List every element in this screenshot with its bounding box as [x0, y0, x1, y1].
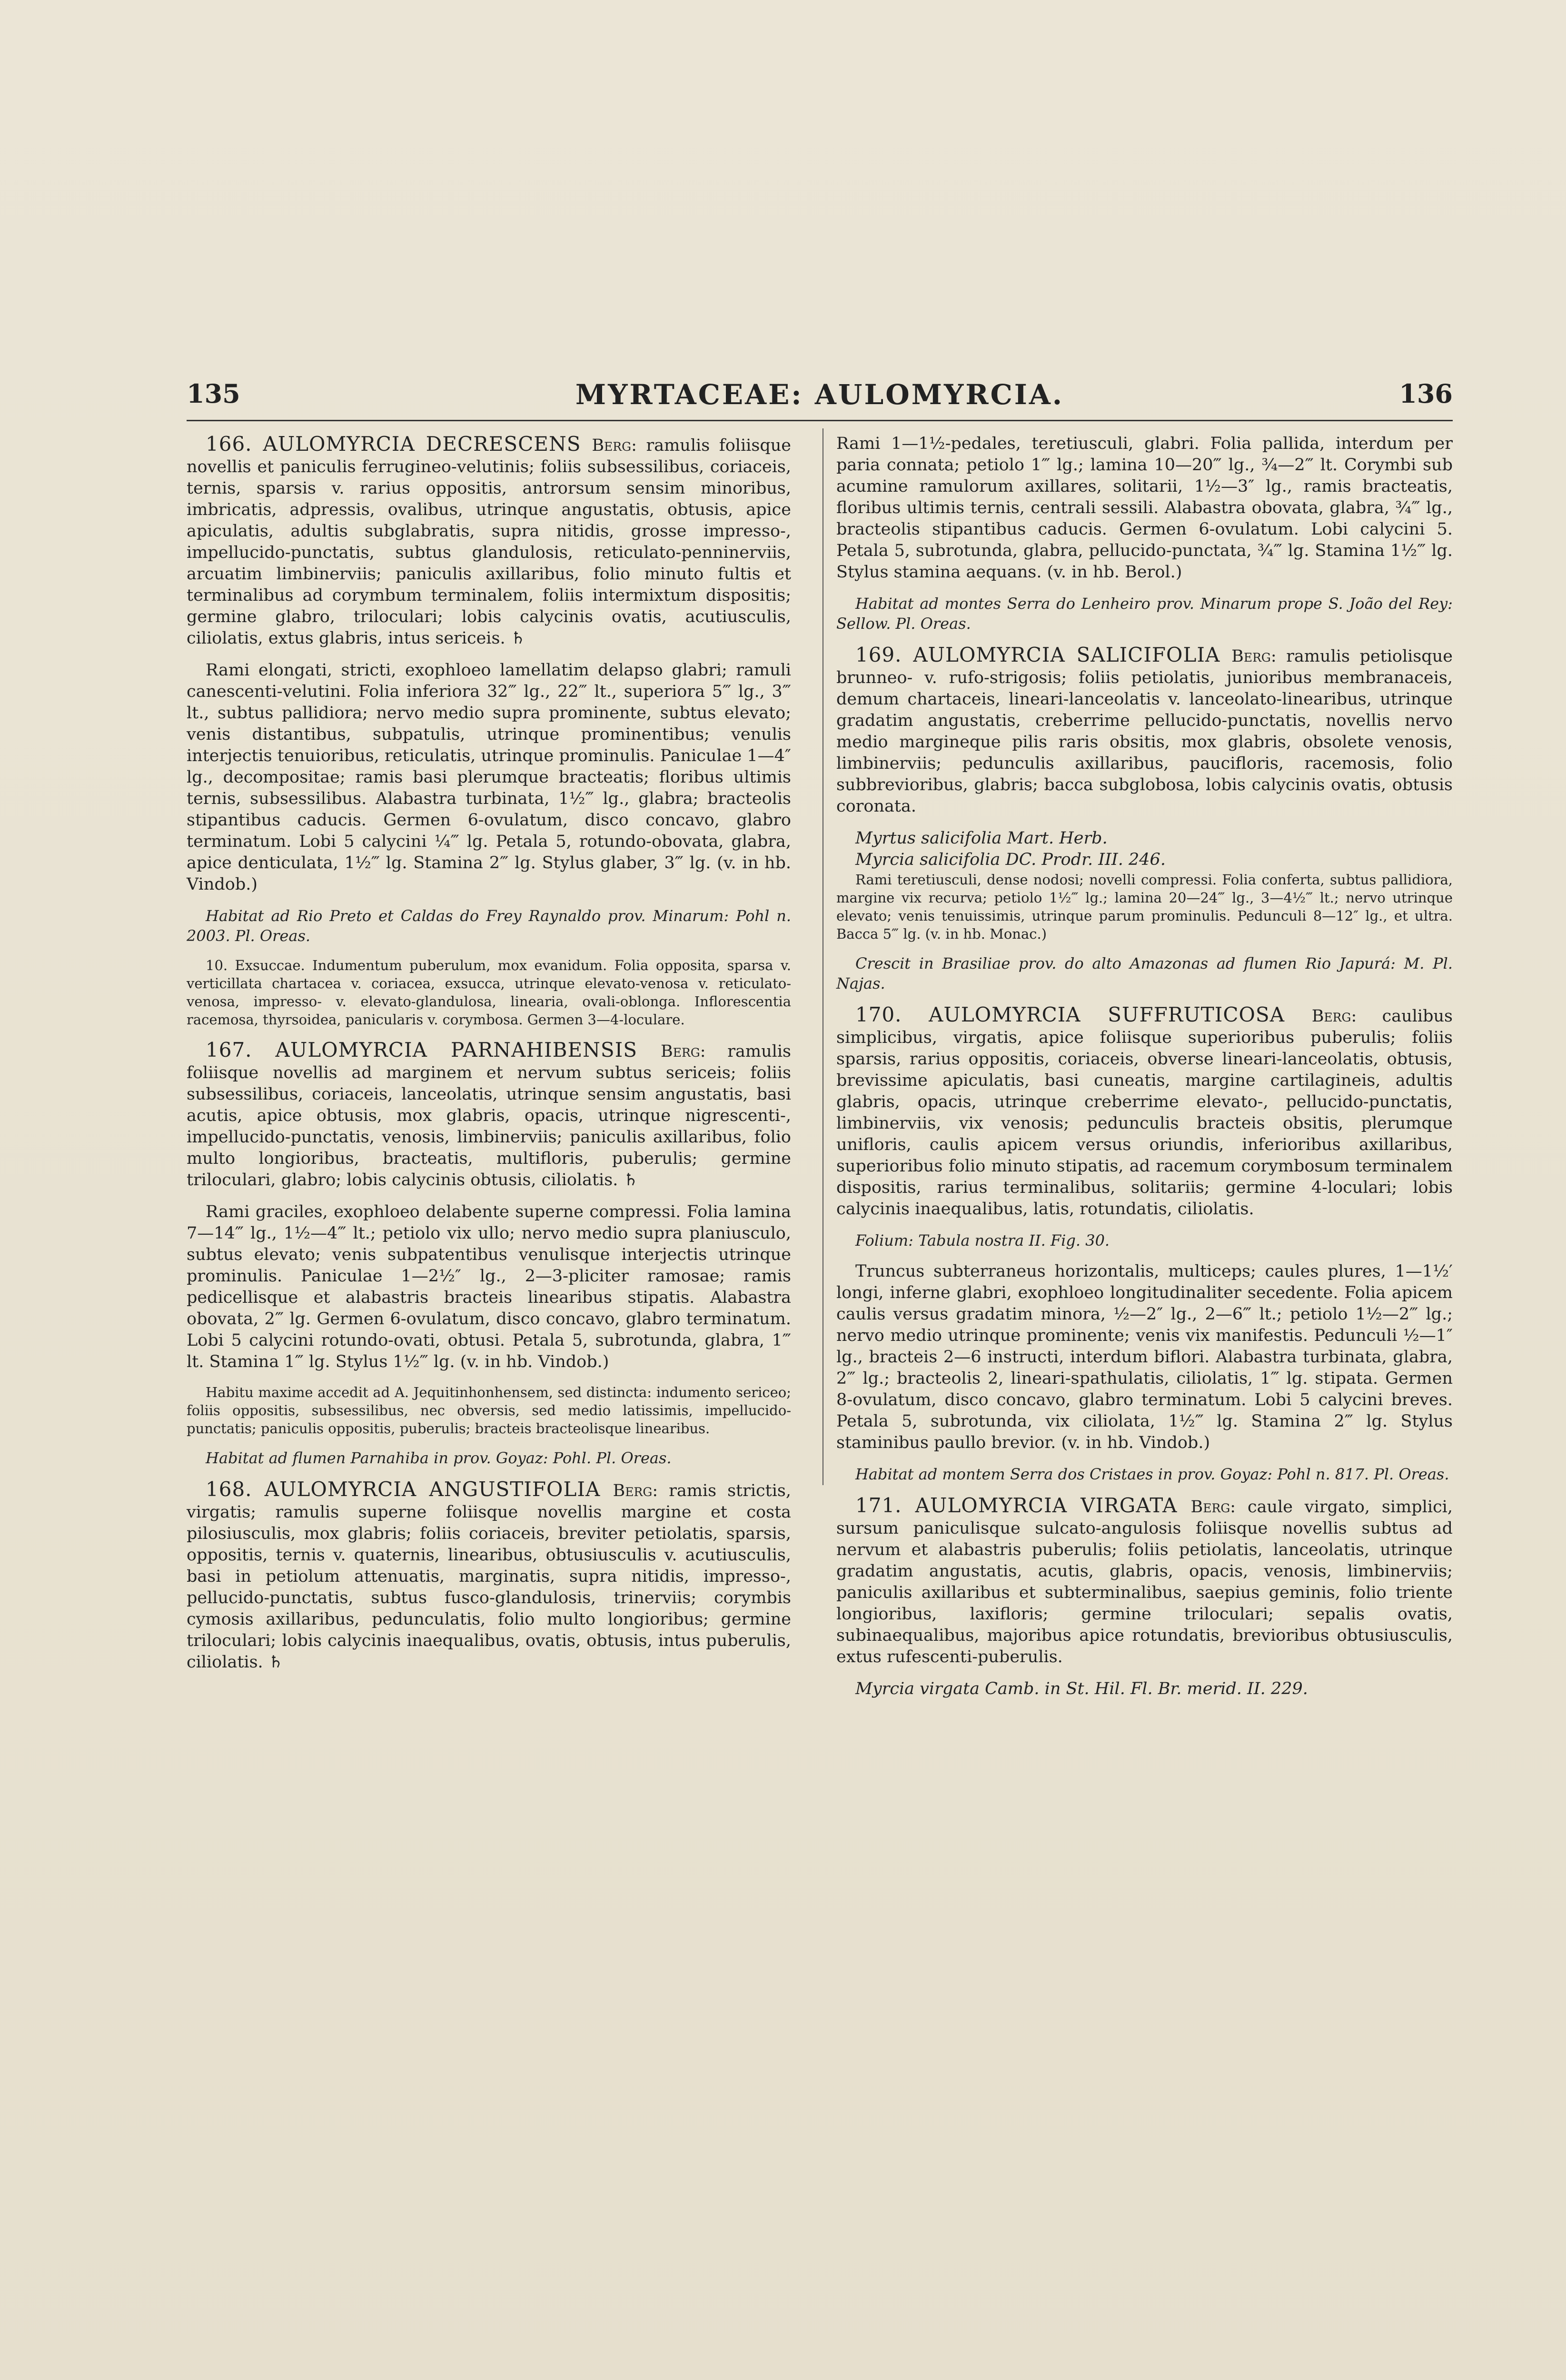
- species-name: AULOMYRCIA PARNAHIBENSIS: [275, 1038, 661, 1061]
- species-name: AULOMYRCIA SALICIFOLIA: [913, 643, 1232, 666]
- species-number: 167.: [206, 1038, 276, 1061]
- species-number: 168.: [206, 1478, 265, 1501]
- description-paragraph: Truncus subterraneus horizontalis, multiceps; caules plures, 1—1½′ longi, inferne glabri, exophloeo longitudinaliter secedente. Folia apicem caulis versus gradatim minora, ½—2″ lg., 2—6‴ lt.; petiolo 1½—2‴ lg.; nervo medio utrinque prominente; venis vix manifestis. Pedunculi ½—1″ lg., bracteis 2—6 instructi, interdum biflori. Alabastra turbinata, glabra, 2‴ lg.; bracteolis 2, lineari-spathulatis, ciliolatis, 1‴ lg. stipata. Germen 8-ovulatum, disco concavo, glabro terminatum. Lobi 5 calycini breves. Petala 5, subrotunda, vix ciliolata, 1½‴ lg. Stamina 2‴ lg. Stylus staminibus paullo brevior. (v. in hb. Vindob.): [836, 1262, 1453, 1452]
- small-note: Rami teretiusculi, dense nodosi; novelli compressi. Folia conferta, subtus pallidiora, margine vix recurva; petiolo 1½‴ lg.; lamina 20—24‴ lg., 3—4½‴ lt.; nervo utrinque elevato; venis tenuissimis, utrinque parum prominulis. Pedunculi 8—12″ lg., et ultra. Bacca 5‴ lg. (v. in hb. Monac.): [836, 872, 1453, 942]
- small-note: 10. Exsuccae. Indumentum puberulum, mox evanidum. Folia opposita, sparsa v. verticillata chartacea v. coriacea, exsucca, utrinque elevato-venosa v. reticulato-venosa, impresso- v. elevato-glandulosa, linearia, ovali-oblonga. Inflorescentia racemosa, thyrsoidea, panicularis v. corymbosa. Germen 3—4-loculare.: [187, 957, 791, 1028]
- species-number: 171.: [855, 1494, 915, 1517]
- species-entry: [836, 1004, 1453, 1220]
- species-entry: [836, 644, 1453, 817]
- species-entry: [187, 433, 791, 649]
- synonym-line: Myrtus salicifolia Mart. Herb.: [855, 829, 1108, 848]
- header-rule: [187, 420, 1453, 421]
- small-note: Habitu maxime accedit ad A. Jequitinhonhensem, sed distincta: indumento sericeo; foliis oppositis, subsessilibus, nec obversis, sed medio latissimis, impellucido-punctatis; paniculis oppositis, puberulis; bracteis bracteolisque linearibus.: [187, 1384, 791, 1437]
- species-entry: [836, 1495, 1453, 1668]
- species-author: Berg: [1311, 1007, 1351, 1026]
- habitat-note: Habitat ad montes Serra do Lenheiro prov. Minarum prope S. João del Rey: Sellow. Pl. Oreas.: [836, 595, 1453, 633]
- species-diagnosis: : caulibus simplicibus, virgatis, apice foliisque superioribus puberulis; foliis sparsis, rarius oppositis, coriaceis, obverse lineari-lanceolatis, obtusis, brevissime apiculatis, basi cuneatis, margine cartilagineis, adultis glabris, opacis, utrinque creberrime elevato-, pellucido-punctatis, limbinerviis, vix venosis; pedunculis bracteis obsitis, plerumque unifloris, caulis apicem versus oriundis, inferioribus axillaribus, superioribus folio minuto stipatis, ad racemum corymbosum terminalem dispositis, rarius terminalibus, solitariis; germine 4-loculari; lobis calycinis inaequalibus, latis, rotundatis, ciliolatis.: [836, 1007, 1453, 1219]
- species-author: Berg: [592, 436, 632, 455]
- species-author: Berg: [1190, 1497, 1230, 1517]
- species-diagnosis: : caule virgato, simplici, sursum paniculisque sulcato-angulosis foliisque novellis subtus ad nervum et alabastris puberulis; foliis petiolatis, lanceolatis, utrinque gradatim angustatis, acutis, glabris, opacis, venosis, limbinerviis; paniculis axillaribus et subterminalibus, saepius geminis, folio triente longioribus, laxifloris; germine triloculari; sepalis ovatis, subinaequalibus, majoribus apice rotundatis, brevioribus obtusiusculis, extus rufescenti-puberulis.: [836, 1497, 1453, 1666]
- right-column: [836, 433, 1453, 1710]
- page-number-left: 135: [187, 378, 240, 409]
- species-author: Berg: [613, 1481, 653, 1500]
- species-diagnosis: : ramulis foliisque novellis ad marginem et nervum subtus sericeis; foliis subsessilibus, coriaceis, lanceolatis, utrinque sensim angustatis, basi acutis, apice obtusis, mox glabris, opacis, utrinque nigrescenti-, impellucido-punctatis, venosis, limbinerviis; paniculis axillaribus, folio multo longioribus, bracteatis, multifloris, puberulis; germine triloculari, glabro; lobis calycinis obtusis, ciliolatis. ♄: [187, 1042, 791, 1190]
- habitat-note: Habitat ad Rio Preto et Caldas do Frey Raynaldo prov. Minarum: Pohl n. 2003. Pl. Oreas.: [187, 907, 791, 945]
- synonym-line: Myrcia salicifolia DC. Prodr. III. 246.: [855, 850, 1166, 869]
- species-entry: [187, 1478, 791, 1673]
- species-number: 169.: [855, 643, 913, 666]
- left-column: [187, 433, 791, 1684]
- running-title: MYRTACEAE: AULOMYRCIA.: [575, 378, 1064, 411]
- description-paragraph: Rami 1—1½-pedales, teretiusculi, glabri. Folia pallida, interdum per paria connata; petiolo 1‴ lg.; lamina 10—20‴ lg., ¾—2‴ lt. Corymbi sub acumine ramulorum axillares, solitarii, 1½—3″ lg., ramis bracteatis, floribus ultimis ternis, centrali sessili. Alabastra obovata, glabra, ¾‴ lg., bracteolis stipantibus caducis. Germen 6-ovulatum. Lobi calycini 5. Petala 5, subrotunda, glabra, pellucido-punctata, ¾‴ lg. Stamina 1½‴ lg. Stylus stamina aequans. (v. in hb. Berol.): [836, 434, 1453, 582]
- species-name: AULOMYRCIA VIRGATA: [915, 1494, 1191, 1517]
- habitat-note: Crescit in Brasiliae prov. do alto Amazonas ad flumen Rio Japurá: M. Pl. Najas.: [836, 954, 1453, 992]
- running-header: [187, 378, 1453, 416]
- page-number-right: 136: [1399, 378, 1453, 409]
- species-name: AULOMYRCIA DECRESCENS: [263, 432, 592, 456]
- habitat-note: Habitat ad montem Serra dos Cristaes in prov. Goyaz: Pohl n. 817. Pl. Oreas.: [855, 1465, 1449, 1483]
- species-number: 166.: [206, 432, 263, 456]
- figure-reference: Folium: Tabula nostra II. Fig. 30.: [855, 1231, 1110, 1250]
- species-name: AULOMYRCIA SUFFRUTICOSA: [929, 1003, 1312, 1026]
- species-diagnosis: : ramulis foliisque novellis et paniculis ferrugineo-velutinis; foliis subsessilibus, coriaceis, ternis, sparsis v. rarius oppositis, antrorsum sensim minoribus, imbricatis, adpressis, ovalibus, utrinque angustatis, obtusis, apice apiculatis, adultis subglabratis, supra nitidis, grosse impresso-, impellucido-punctatis, subtus glandulosis, reticulato-penninerviis, arcuatim limbinerviis; paniculis axillaribus, folio minuto fultis et terminalibus ad corymbum terminalem, foliis intermixtum dispositis; germine glabro, triloculari; lobis calycinis ovatis, acutiusculis, ciliolatis, extus glabris, intus sericeis. ♄: [187, 436, 791, 648]
- description-paragraph: Rami graciles, exophloeo delabente superne compressi. Folia lamina 7—14‴ lg., 1½—4‴ lt.; petiolo vix ullo; nervo medio supra planiusculo, subtus elevato; venis subpatentibus venulisque interjectis utrinque prominulis. Paniculae 1—2½″ lg., 2—3-pliciter ramosae; ramis pedicellisque et alabastris bracteis linearibus stipatis. Alabastra obovata, 2‴ lg. Germen 6-ovulatum, disco concavo, glabro terminatum. Lobi 5 calycini rotundo-ovati, obtusi. Petala 5, subrotunda, glabra, 1‴ lt. Stamina 1‴ lg. Stylus 1½‴ lg. (v. in hb. Vindob.): [187, 1202, 791, 1371]
- species-author: Berg: [1231, 647, 1271, 666]
- species-diagnosis: : ramis strictis, virgatis; ramulis superne foliisque novellis margine et costa pilosiusculis, mox glabris; foliis coriaceis, breviter petiolatis, sparsis, oppositis, ternis v. quaternis, linearibus, obtusiusculis v. acutiusculis, basi in petiolum attenuatis, marginatis, supra nitidis, impresso-, pellucido-punctatis, subtus fusco-glandulosis, trinerviis; corymbis cymosis axillaribus, pedunculatis, folio multo longioribus; germine triloculari; lobis calycinis inaequalibus, ovatis, obtusis, intus puberulis, ciliolatis. ♄: [187, 1481, 791, 1672]
- description-paragraph: Rami elongati, stricti, exophloeo lamellatim delapso glabri; ramuli canescenti-velutini. Folia inferiora 32‴ lg., 22‴ lt., superiora 5‴ lg., 3‴ lt., subtus pallidiora; nervo medio supra prominente, subtus elevato; venis distantibus, subpatulis, utrinque prominentibus; venulis interjectis tenuioribus, reticulatis, utrinque prominulis. Paniculae 1—4″ lg., decompositae; ramis basi plerumque bracteatis; floribus ultimis ternis, subsessilibus. Alabastra turbinata, 1½‴ lg., glabra; bracteolis stipantibus caducis. Germen 6-ovulatum, disco concavo, glabro terminatum. Lobi 5 calycini ¼‴ lg. Petala 5, rotundo-obovata, glabra, apice denticulata, 1½‴ lg. Stamina 2‴ lg. Stylus glaber, 3‴ lg. (v. in hb. Vindob.): [187, 661, 791, 894]
- species-number: 170.: [855, 1003, 929, 1026]
- species-diagnosis: : ramulis petiolisque brunneo- v. rufo-strigosis; foliis petiolatis, junioribus membranaceis, demum chartaceis, lineari-lanceolatis v. lanceolato-linearibus, utrinque gradatim angustatis, creberrime pellucido-punctatis, novellis nervo medio margineque pilis raris obsitis, mox glabris, obsolete venosis, limbinerviis; pedunculis axillaribus, paucifloris, racemosis, folio subbrevioribus, glabris; bacca subglobosa, lobis calycinis ovatis, obtusis coronata.: [836, 647, 1453, 816]
- habitat-note: Habitat ad flumen Parnahiba in prov. Goyaz: Pohl. Pl. Oreas.: [206, 1449, 672, 1467]
- species-name: AULOMYRCIA ANGUSTIFOLIA: [264, 1478, 613, 1501]
- species-entry: [187, 1039, 791, 1191]
- synonym-line: Myrcia virgata Camb. in St. Hil. Fl. Br. merid. II. 229.: [855, 1679, 1308, 1698]
- species-author: Berg: [661, 1042, 700, 1061]
